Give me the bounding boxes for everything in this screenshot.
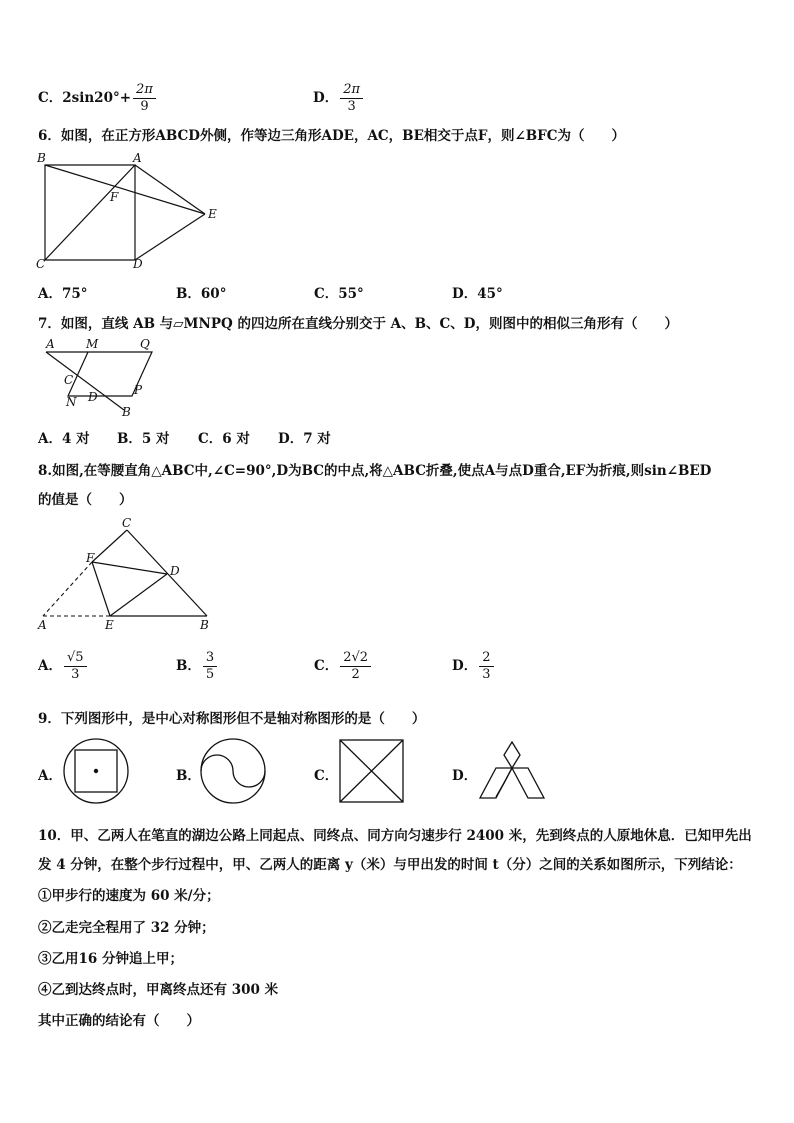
q8-option-b-denominator: 5 [205, 667, 215, 682]
q7-label-p: P [134, 383, 143, 397]
q8-option-d [452, 650, 494, 683]
q8-label-b: B [200, 618, 209, 632]
q8-option-c-numerator: 2√2 [340, 650, 371, 667]
q8-option-a-label: A． [38, 658, 62, 674]
q8-stem-line1: 8.如图,在等腰直角△ABC中,∠C=90°,D为BC的中点,将△ABC折叠,使点A与点D重合,EF为折痕,则sin∠BED [38, 463, 712, 479]
q8-option-a-denominator: 3 [71, 667, 80, 682]
q7-figure [40, 334, 170, 420]
q8-option-c-fraction [340, 650, 371, 683]
q6-option-d: D．45° [452, 286, 503, 302]
q5-option-c-label: C． [38, 90, 63, 106]
q9-b-s-curve [201, 755, 265, 787]
q9-option-b-label: B． [176, 768, 201, 784]
q8-label-f: F [86, 551, 95, 565]
q8-stem-line2: 的值是（ ） [38, 492, 133, 508]
q8-dashed-fa [43, 562, 92, 616]
q9-d-rhombus-left [480, 768, 512, 798]
q7-label-n: N [66, 395, 77, 409]
q7-label-d: D [88, 390, 98, 404]
q10-conclusion-2: ②乙走完全程用了 32 分钟； [38, 920, 215, 936]
q8-option-b [176, 650, 217, 683]
q8-label-a: A [38, 618, 47, 632]
q9-option-d-label: D． [452, 768, 478, 784]
q10-stem-line1: 10．甲、乙两人在笔直的湖边公路上同起点、同终点、同方向匀速步行 2400 米，先到终点的人原地休息．已知甲先出 [38, 828, 752, 844]
q8-option-d-label: D． [452, 658, 478, 674]
q7-line-ab [46, 352, 124, 410]
q9-d-rhombus-right [512, 768, 544, 798]
q10-question: 其中正确的结论有（ ） [38, 1013, 200, 1029]
q8-label-d: D [170, 564, 180, 578]
q9-figure-d [474, 736, 550, 806]
q8-option-a [38, 650, 87, 683]
q7-stem: 7．如图，直线 AB 与▱MNPQ 的四边所在直线分别交于 A、B、C、D，则图中的相似三角形有（ ） [38, 316, 678, 332]
q8-segment-fd [92, 562, 167, 574]
q5-option-d [313, 82, 363, 115]
q5-option-c-denominator: 9 [140, 99, 149, 114]
q8-label-c: C [122, 516, 132, 530]
q8-option-d-numerator: 2 [479, 650, 493, 667]
q7-option-a: A．4 对 [38, 431, 90, 447]
q7-label-c: C [64, 373, 74, 387]
q5-option-c-text: 2sin20°+ [62, 90, 132, 106]
q6-label-d: D [133, 257, 143, 271]
q6-segment-ae [135, 165, 205, 214]
q10-conclusion-1: ①甲步行的速度为 60 米/分； [38, 888, 220, 904]
q7-option-c: C．6 对 [198, 431, 250, 447]
q8-side-cf [92, 530, 127, 562]
q6-label-e: E [208, 207, 217, 221]
q8-option-b-label: B． [176, 658, 201, 674]
q10-conclusion-3: ③乙用16 分钟追上甲； [38, 951, 183, 967]
q7-option-b: B．5 对 [117, 431, 170, 447]
q9-figure-b [198, 736, 270, 806]
q8-option-d-fraction [479, 650, 493, 683]
q8-figure [34, 514, 214, 634]
q5-option-d-fraction [340, 82, 363, 115]
q6-label-f: F [110, 190, 119, 204]
q8-option-b-fraction [203, 650, 217, 683]
q6-segment-de [135, 214, 205, 260]
q6-option-b: B．60° [176, 286, 227, 302]
q6-label-a: A [133, 151, 142, 165]
q9-option-c-label: C． [314, 768, 339, 784]
q8-side-cb [127, 530, 207, 616]
q8-option-a-numerator: √5 [64, 650, 87, 667]
q8-option-b-numerator: 3 [203, 650, 217, 667]
q6-option-a: A．75° [38, 286, 88, 302]
q9-option-a-label: A． [38, 768, 62, 784]
q10-stem-line2: 发 4 分钟，在整个步行过程中，甲、乙两人的距离 y（米）与甲出发的时间 t（分）之间的关系如图所示，下列结论： [38, 857, 742, 873]
q8-option-d-denominator: 3 [482, 667, 491, 682]
q6-label-c: C [36, 257, 46, 271]
q9-figure-c [336, 736, 408, 806]
q8-label-e: E [105, 618, 114, 632]
q9-a-center-dot [94, 769, 98, 773]
q7-label-b: B [122, 405, 131, 419]
q5-option-c-fraction [133, 82, 156, 115]
q8-segment-ed [110, 574, 167, 616]
q8-option-c-label: C． [314, 658, 339, 674]
q8-option-c [314, 650, 371, 683]
q7-label-a: A [46, 337, 55, 351]
q6-figure [34, 148, 224, 272]
q5-option-d-label: D． [313, 90, 339, 106]
q7-label-q: Q [140, 337, 150, 351]
q7-option-d: D．7 对 [278, 431, 331, 447]
q6-label-b: B [37, 151, 46, 165]
q5-option-c [38, 82, 156, 115]
q8-option-a-fraction [64, 650, 87, 683]
q7-label-m: M [86, 337, 99, 351]
q6-stem: 6．如图，在正方形ABCD外侧，作等边三角形ADE，AC，BE相交于点F，则∠BFC为（ ） [38, 128, 626, 144]
q9-figure-a [62, 736, 132, 806]
q5-option-c-numerator: 2π [133, 82, 156, 99]
q5-option-d-numerator: 2π [340, 82, 363, 99]
q9-stem: 9．下列图形中，是中心对称图形但不是轴对称图形的是（ ） [38, 711, 426, 727]
q5-option-d-denominator: 3 [347, 99, 356, 114]
q6-segment-be [45, 165, 205, 214]
q10-conclusion-4: ④乙到达终点时，甲离终点还有 300 米 [38, 982, 279, 998]
q8-option-c-denominator: 2 [351, 667, 360, 682]
q6-option-c: C．55° [314, 286, 364, 302]
q8-fold-ef [92, 562, 110, 616]
q9-d-rhombus-top [504, 742, 520, 768]
